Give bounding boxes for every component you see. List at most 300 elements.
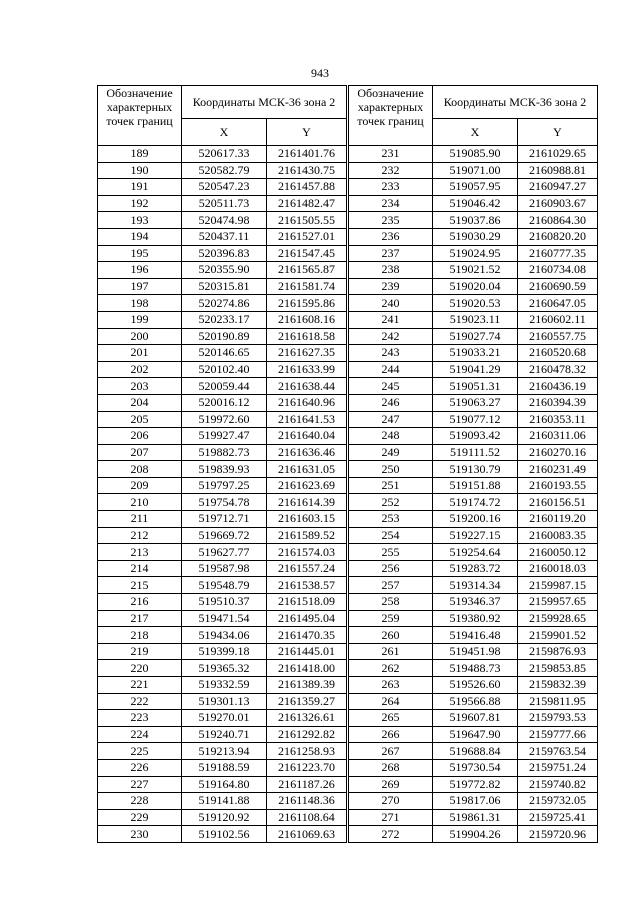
table-row (349, 195, 598, 212)
point-number-cell: 245 (349, 378, 433, 395)
x-coordinate-cell: 520016.12 (182, 394, 267, 411)
point-number-cell: 213 (98, 544, 182, 561)
y-coordinate-cell: 2161518.09 (267, 594, 347, 611)
y-coordinate-cell: 2161595.86 (267, 295, 347, 312)
x-coordinate-cell: 520355.90 (182, 262, 267, 279)
table-row (98, 759, 347, 776)
point-number-cell: 196 (98, 262, 182, 279)
y-coordinate-cell: 2161638.44 (267, 378, 347, 395)
y-coordinate-cell: 2160270.16 (518, 444, 598, 461)
x-coordinate-cell: 519093.42 (433, 428, 518, 445)
point-column-header: Обозначение характерных точек границ (98, 86, 182, 146)
x-coordinate-cell: 519607.81 (433, 710, 518, 727)
x-coordinate-cell: 519188.59 (182, 759, 267, 776)
table-row (349, 245, 598, 262)
y-coordinate-cell: 2160083.35 (518, 527, 598, 544)
y-coordinate-cell: 2160311.06 (518, 428, 598, 445)
y-coordinate-cell: 2159876.93 (518, 643, 598, 660)
x-coordinate-cell: 520059.44 (182, 378, 267, 395)
x-coordinate-cell: 519526.60 (433, 677, 518, 694)
table-row (349, 527, 598, 544)
x-coordinate-cell: 519227.15 (433, 527, 518, 544)
y-coordinate-cell: 2161603.15 (267, 511, 347, 528)
table-row (98, 428, 347, 445)
point-number-cell: 211 (98, 511, 182, 528)
x-coordinate-cell: 519972.60 (182, 411, 267, 428)
table-row (349, 328, 598, 345)
table-body-right (349, 146, 598, 843)
point-number-cell: 252 (349, 494, 433, 511)
y-coordinate-cell: 2161565.87 (267, 262, 347, 279)
x-coordinate-cell: 519071.00 (433, 162, 518, 179)
table-row (98, 560, 347, 577)
point-number-cell: 209 (98, 477, 182, 494)
x-coordinate-cell: 519314.34 (433, 577, 518, 594)
y-coordinate-cell: 2160231.49 (518, 461, 598, 478)
point-number-cell: 251 (349, 477, 433, 494)
point-number-cell: 190 (98, 162, 182, 179)
table-row (349, 278, 598, 295)
y-coordinate-cell: 2161223.70 (267, 759, 347, 776)
table-body-left (98, 146, 347, 843)
y-coordinate-cell: 2160520.68 (518, 345, 598, 362)
table-row (98, 162, 347, 179)
point-number-cell: 270 (349, 793, 433, 810)
table-row (349, 461, 598, 478)
coordinates-table-right (348, 85, 598, 843)
x-column-header: X (182, 119, 267, 146)
point-number-cell: 242 (349, 328, 433, 345)
table-row (98, 511, 347, 528)
x-coordinate-cell: 519548.79 (182, 577, 267, 594)
y-coordinate-cell: 2159793.53 (518, 710, 598, 727)
y-coordinate-cell: 2161482.47 (267, 195, 347, 212)
table-row (98, 627, 347, 644)
x-coordinate-cell: 520396.83 (182, 245, 267, 262)
point-number-cell: 260 (349, 627, 433, 644)
point-number-cell: 229 (98, 809, 182, 826)
y-coordinate-cell: 2161108.64 (267, 809, 347, 826)
y-coordinate-cell: 2161457.88 (267, 179, 347, 196)
y-column-header: Y (518, 119, 598, 146)
table-row (349, 212, 598, 229)
x-coordinate-cell: 519063.27 (433, 394, 518, 411)
x-coordinate-cell: 520146.65 (182, 345, 267, 362)
y-coordinate-cell: 2159811.95 (518, 693, 598, 710)
x-coordinate-cell: 519904.26 (433, 826, 518, 843)
y-coordinate-cell: 2159732.05 (518, 793, 598, 810)
x-coordinate-cell: 519200.16 (433, 511, 518, 528)
table-row (349, 726, 598, 743)
point-number-cell: 241 (349, 311, 433, 328)
x-coordinate-cell: 519380.92 (433, 610, 518, 627)
y-coordinate-cell: 2159751.24 (518, 759, 598, 776)
x-coordinate-cell: 519754.78 (182, 494, 267, 511)
table-row (349, 627, 598, 644)
table-row (98, 660, 347, 677)
x-coordinate-cell: 519024.95 (433, 245, 518, 262)
point-number-cell: 266 (349, 726, 433, 743)
y-coordinate-cell: 2161148.36 (267, 793, 347, 810)
table-row (349, 560, 598, 577)
x-coordinate-cell: 519041.29 (433, 361, 518, 378)
coordinates-column-header: Координаты МСК-36 зона 2 (433, 86, 598, 119)
y-coordinate-cell: 2160557.75 (518, 328, 598, 345)
table-row (98, 179, 347, 196)
y-coordinate-cell: 2161627.35 (267, 345, 347, 362)
x-coordinate-cell: 519488.73 (433, 660, 518, 677)
point-number-cell: 263 (349, 677, 433, 694)
y-coordinate-cell: 2161640.04 (267, 428, 347, 445)
x-coordinate-cell: 519151.88 (433, 477, 518, 494)
point-number-cell: 227 (98, 776, 182, 793)
y-coordinate-cell: 2160018.03 (518, 560, 598, 577)
y-coordinate-cell: 2160864.30 (518, 212, 598, 229)
point-number-cell: 202 (98, 361, 182, 378)
x-coordinate-cell: 519346.37 (433, 594, 518, 611)
table-row (349, 411, 598, 428)
y-coordinate-cell: 2161631.05 (267, 461, 347, 478)
x-coordinate-cell: 519471.54 (182, 610, 267, 627)
table-row (98, 527, 347, 544)
table-row (98, 577, 347, 594)
point-number-cell: 230 (98, 826, 182, 843)
table-row (98, 311, 347, 328)
point-number-cell: 228 (98, 793, 182, 810)
coordinates-column-header: Координаты МСК-36 зона 2 (182, 86, 347, 119)
x-coordinate-cell: 519416.48 (433, 627, 518, 644)
point-number-cell: 226 (98, 759, 182, 776)
y-coordinate-cell: 2160193.55 (518, 477, 598, 494)
x-coordinate-cell: 519301.13 (182, 693, 267, 710)
point-number-cell: 195 (98, 245, 182, 262)
y-coordinate-cell: 2161029.65 (518, 146, 598, 163)
point-number-cell: 217 (98, 610, 182, 627)
x-coordinate-cell: 519927.47 (182, 428, 267, 445)
table-row (98, 278, 347, 295)
point-number-cell: 264 (349, 693, 433, 710)
y-coordinate-cell: 2160119.20 (518, 511, 598, 528)
y-coordinate-cell: 2161618.58 (267, 328, 347, 345)
table-row (98, 544, 347, 561)
y-coordinate-cell: 2160734.08 (518, 262, 598, 279)
table-row (349, 759, 598, 776)
y-coordinate-cell: 2161527.01 (267, 228, 347, 245)
table-row (349, 428, 598, 445)
x-coordinate-cell: 519647.90 (433, 726, 518, 743)
table-row (349, 444, 598, 461)
point-number-cell: 258 (349, 594, 433, 611)
table-row (349, 361, 598, 378)
y-coordinate-cell: 2160353.11 (518, 411, 598, 428)
y-coordinate-cell: 2161608.16 (267, 311, 347, 328)
table-row (98, 610, 347, 627)
point-number-cell: 244 (349, 361, 433, 378)
point-number-cell: 194 (98, 228, 182, 245)
point-number-cell: 254 (349, 527, 433, 544)
y-coordinate-cell: 2161641.53 (267, 411, 347, 428)
x-coordinate-cell: 519399.18 (182, 643, 267, 660)
point-number-cell: 267 (349, 743, 433, 760)
point-number-cell: 257 (349, 577, 433, 594)
point-number-cell: 222 (98, 693, 182, 710)
y-coordinate-cell: 2161401.76 (267, 146, 347, 163)
y-coordinate-cell: 2160156.51 (518, 494, 598, 511)
table-row (98, 195, 347, 212)
y-coordinate-cell: 2161636.46 (267, 444, 347, 461)
x-coordinate-cell: 519712.71 (182, 511, 267, 528)
x-coordinate-cell: 519021.52 (433, 262, 518, 279)
point-number-cell: 221 (98, 677, 182, 694)
point-number-cell: 208 (98, 461, 182, 478)
y-coordinate-cell: 2159957.65 (518, 594, 598, 611)
y-coordinate-cell: 2160988.81 (518, 162, 598, 179)
x-coordinate-cell: 519027.74 (433, 328, 518, 345)
x-coordinate-cell: 519164.80 (182, 776, 267, 793)
table-row (349, 776, 598, 793)
table-row (349, 228, 598, 245)
table-row (98, 328, 347, 345)
table-row (98, 212, 347, 229)
x-coordinate-cell: 519102.56 (182, 826, 267, 843)
point-number-cell: 261 (349, 643, 433, 660)
x-coordinate-cell: 519111.52 (433, 444, 518, 461)
table-row (349, 544, 598, 561)
table-row (349, 146, 598, 163)
table-row (98, 643, 347, 660)
y-coordinate-cell: 2161557.24 (267, 560, 347, 577)
x-coordinate-cell: 519033.21 (433, 345, 518, 362)
table-row (349, 809, 598, 826)
x-coordinate-cell: 520511.73 (182, 195, 267, 212)
y-coordinate-cell: 2160777.35 (518, 245, 598, 262)
x-coordinate-cell: 519270.01 (182, 710, 267, 727)
table-row (349, 826, 598, 843)
table-row (349, 179, 598, 196)
y-coordinate-cell: 2159832.39 (518, 677, 598, 694)
x-coordinate-cell: 520274.86 (182, 295, 267, 312)
y-coordinate-cell: 2161640.96 (267, 394, 347, 411)
table-row (349, 693, 598, 710)
y-coordinate-cell: 2159853.85 (518, 660, 598, 677)
table-row (98, 793, 347, 810)
point-number-cell: 240 (349, 295, 433, 312)
point-number-cell: 269 (349, 776, 433, 793)
point-number-cell: 237 (349, 245, 433, 262)
table-row (98, 693, 347, 710)
table-row (98, 361, 347, 378)
point-number-cell: 253 (349, 511, 433, 528)
x-coordinate-cell: 519587.98 (182, 560, 267, 577)
point-number-cell: 191 (98, 179, 182, 196)
table-row (98, 776, 347, 793)
x-coordinate-cell: 519213.94 (182, 743, 267, 760)
table-row (98, 809, 347, 826)
x-coordinate-cell: 519817.06 (433, 793, 518, 810)
x-column-header: X (433, 119, 518, 146)
point-number-cell: 268 (349, 759, 433, 776)
x-coordinate-cell: 519669.72 (182, 527, 267, 544)
point-number-cell: 212 (98, 527, 182, 544)
point-number-cell: 215 (98, 577, 182, 594)
point-number-cell: 218 (98, 627, 182, 644)
point-number-cell: 207 (98, 444, 182, 461)
x-coordinate-cell: 519037.86 (433, 212, 518, 229)
table-row (349, 262, 598, 279)
y-coordinate-cell: 2161258.93 (267, 743, 347, 760)
y-coordinate-cell: 2159987.15 (518, 577, 598, 594)
x-coordinate-cell: 519130.79 (433, 461, 518, 478)
x-coordinate-cell: 519730.54 (433, 759, 518, 776)
point-number-cell: 205 (98, 411, 182, 428)
point-number-cell: 236 (349, 228, 433, 245)
table-row (98, 826, 347, 843)
y-coordinate-cell: 2159740.82 (518, 776, 598, 793)
y-coordinate-cell: 2160602.11 (518, 311, 598, 328)
point-number-cell: 255 (349, 544, 433, 561)
point-number-cell: 262 (349, 660, 433, 677)
table-row (98, 494, 347, 511)
point-number-cell: 232 (349, 162, 433, 179)
x-coordinate-cell: 519174.72 (433, 494, 518, 511)
x-coordinate-cell: 520437.11 (182, 228, 267, 245)
table-row (98, 262, 347, 279)
point-number-cell: 265 (349, 710, 433, 727)
y-coordinate-cell: 2161538.57 (267, 577, 347, 594)
x-coordinate-cell: 520617.33 (182, 146, 267, 163)
y-coordinate-cell: 2160903.67 (518, 195, 598, 212)
table-row (98, 245, 347, 262)
table-row (349, 743, 598, 760)
x-coordinate-cell: 519085.90 (433, 146, 518, 163)
table-row (349, 394, 598, 411)
point-number-cell: 203 (98, 378, 182, 395)
table-row (349, 577, 598, 594)
y-coordinate-cell: 2159763.54 (518, 743, 598, 760)
y-coordinate-cell: 2161187.26 (267, 776, 347, 793)
point-number-cell: 256 (349, 560, 433, 577)
point-number-cell: 224 (98, 726, 182, 743)
table-row (98, 378, 347, 395)
table-row (98, 743, 347, 760)
table-row (349, 793, 598, 810)
table-row (98, 228, 347, 245)
y-coordinate-cell: 2161418.00 (267, 660, 347, 677)
x-coordinate-cell: 520582.79 (182, 162, 267, 179)
y-coordinate-cell: 2159901.52 (518, 627, 598, 644)
table-row (349, 511, 598, 528)
x-coordinate-cell: 519020.53 (433, 295, 518, 312)
x-coordinate-cell: 519882.73 (182, 444, 267, 461)
point-number-cell: 239 (349, 278, 433, 295)
point-number-cell: 259 (349, 610, 433, 627)
point-number-cell: 249 (349, 444, 433, 461)
x-coordinate-cell: 519046.42 (433, 195, 518, 212)
x-coordinate-cell: 519030.29 (433, 228, 518, 245)
point-number-cell: 248 (349, 428, 433, 445)
x-coordinate-cell: 519120.92 (182, 809, 267, 826)
table-row (98, 477, 347, 494)
y-coordinate-cell: 2161547.45 (267, 245, 347, 262)
x-coordinate-cell: 519451.98 (433, 643, 518, 660)
x-coordinate-cell: 519254.64 (433, 544, 518, 561)
x-coordinate-cell: 519057.95 (433, 179, 518, 196)
y-coordinate-cell: 2161430.75 (267, 162, 347, 179)
y-coordinate-cell: 2161359.27 (267, 693, 347, 710)
point-number-cell: 231 (349, 146, 433, 163)
table-row (349, 345, 598, 362)
x-coordinate-cell: 520547.23 (182, 179, 267, 196)
y-coordinate-cell: 2161326.61 (267, 710, 347, 727)
point-number-cell: 246 (349, 394, 433, 411)
x-coordinate-cell: 519797.25 (182, 477, 267, 494)
x-coordinate-cell: 519240.71 (182, 726, 267, 743)
y-coordinate-cell: 2161581.74 (267, 278, 347, 295)
y-coordinate-cell: 2160647.05 (518, 295, 598, 312)
table-row (98, 345, 347, 362)
y-coordinate-cell: 2160820.20 (518, 228, 598, 245)
point-number-cell: 197 (98, 278, 182, 295)
page-number: 943 (311, 66, 329, 80)
point-number-cell: 272 (349, 826, 433, 843)
y-coordinate-cell: 2159777.66 (518, 726, 598, 743)
table-row (349, 677, 598, 694)
y-coordinate-cell: 2160947.27 (518, 179, 598, 196)
table-row (98, 444, 347, 461)
y-coordinate-cell: 2160050.12 (518, 544, 598, 561)
point-number-cell: 250 (349, 461, 433, 478)
point-number-cell: 216 (98, 594, 182, 611)
y-coordinate-cell: 2159928.65 (518, 610, 598, 627)
y-coordinate-cell: 2161292.82 (267, 726, 347, 743)
x-coordinate-cell: 520315.81 (182, 278, 267, 295)
x-coordinate-cell: 519141.88 (182, 793, 267, 810)
table-row (98, 710, 347, 727)
table-row (98, 146, 347, 163)
point-number-cell: 206 (98, 428, 182, 445)
y-coordinate-cell: 2161389.39 (267, 677, 347, 694)
point-number-cell: 189 (98, 146, 182, 163)
x-coordinate-cell: 520190.89 (182, 328, 267, 345)
table-row (98, 295, 347, 312)
y-coordinate-cell: 2160690.59 (518, 278, 598, 295)
x-coordinate-cell: 519077.12 (433, 411, 518, 428)
y-coordinate-cell: 2159725.41 (518, 809, 598, 826)
point-number-cell: 214 (98, 560, 182, 577)
y-coordinate-cell: 2161069.63 (267, 826, 347, 843)
x-coordinate-cell: 519566.88 (433, 693, 518, 710)
x-coordinate-cell: 519839.93 (182, 461, 267, 478)
table-row (349, 643, 598, 660)
x-coordinate-cell: 519772.82 (433, 776, 518, 793)
point-number-cell: 193 (98, 212, 182, 229)
point-number-cell: 201 (98, 345, 182, 362)
x-coordinate-cell: 520102.40 (182, 361, 267, 378)
y-coordinate-cell: 2161445.01 (267, 643, 347, 660)
y-coordinate-cell: 2160394.39 (518, 394, 598, 411)
point-number-cell: 238 (349, 262, 433, 279)
table-row (349, 710, 598, 727)
table-row (98, 394, 347, 411)
y-coordinate-cell: 2161495.04 (267, 610, 347, 627)
table-row (98, 594, 347, 611)
point-number-cell: 223 (98, 710, 182, 727)
x-coordinate-cell: 519510.37 (182, 594, 267, 611)
table-row (349, 311, 598, 328)
y-coordinate-cell: 2161633.99 (267, 361, 347, 378)
x-coordinate-cell: 519023.11 (433, 311, 518, 328)
x-coordinate-cell: 519627.77 (182, 544, 267, 561)
